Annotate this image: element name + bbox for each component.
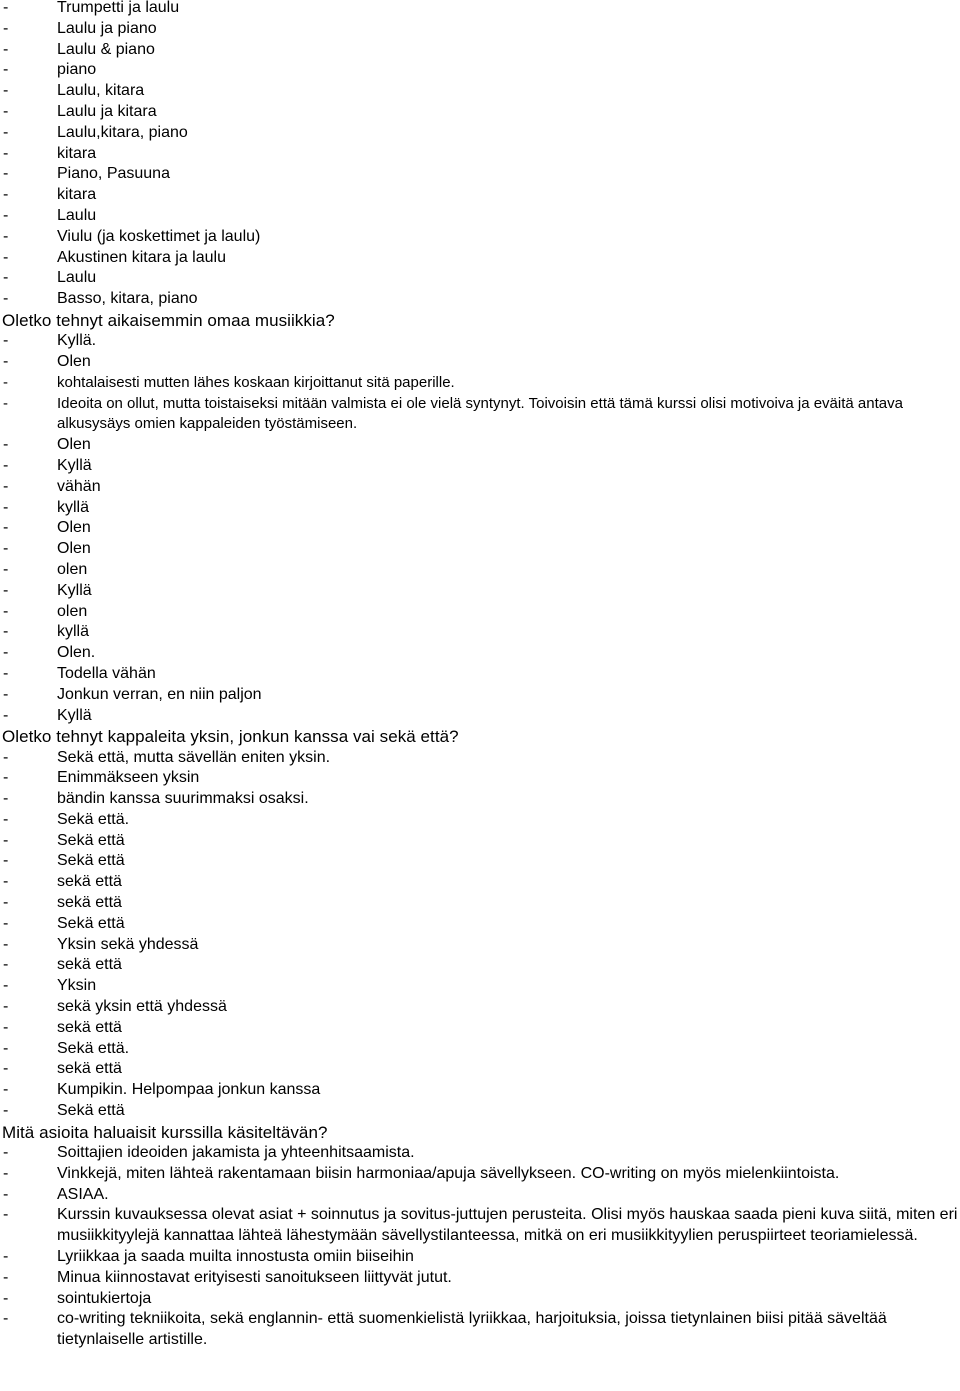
survey-section: [2, 310, 958, 726]
answer-list-item: [2, 748, 958, 769]
bullet-dash: -: [3, 1248, 9, 1266]
answer-text: Jonkun verran, en niin paljon: [57, 685, 262, 703]
answer-text: Kumpikin. Helpompaa jonkun kanssa: [57, 1081, 321, 1099]
answer-list-item: [2, 851, 958, 872]
bullet-dash: -: [3, 831, 9, 849]
answer-text: Sekä että: [57, 914, 125, 932]
answer-list-item: [2, 289, 958, 310]
bullet-dash: -: [3, 123, 9, 141]
answer-list-item: [2, 976, 958, 997]
answer-list-item: [2, 602, 958, 623]
answer-text: Lyriikkaa ja saada muilta innostusta omiin biiseihin: [57, 1248, 414, 1266]
bullet-dash: -: [3, 852, 9, 870]
bullet-dash: -: [3, 1310, 9, 1328]
bullet-dash: -: [3, 82, 9, 100]
bullet-dash: -: [3, 540, 9, 558]
answer-text: sekä että: [57, 894, 122, 912]
answer-list-item: [2, 706, 958, 727]
answer-text: bändin kanssa suurimmaksi osaksi.: [57, 790, 309, 808]
question-heading: Mitä asioita haluaisit kurssilla käsiteltävän?: [2, 1122, 328, 1142]
answer-text: Kurssin kuvauksessa olevat asiat + soinnutus ja sovitus-juttujen perusteita. Olisi myös hauskaa saada pieni kuva siitä, miten eri musiikkityylejä kannattaa lähteä lähestymään sävellystilanteessa, mitkä on eri musiikkityylien peruspiirteet teoriamielessä.: [57, 1206, 958, 1245]
answer-text: Yksin sekä yhdessä: [57, 935, 199, 953]
bullet-dash: -: [3, 790, 9, 808]
bullet-dash: -: [3, 935, 9, 953]
bullet-dash: -: [3, 227, 9, 245]
answer-list-item: [2, 1164, 958, 1185]
answer-list-item: [2, 498, 958, 519]
answer-text: Kyllä: [57, 706, 92, 724]
answer-list-item: [2, 102, 958, 123]
answer-list-item: [2, 560, 958, 581]
bullet-dash: -: [3, 165, 9, 183]
answer-list-item: [2, 185, 958, 206]
bullet-dash: -: [3, 914, 9, 932]
answer-text: Akustinen kitara ja laulu: [57, 248, 226, 266]
answer-text: sekä että: [57, 1018, 122, 1036]
bullet-dash: -: [3, 269, 9, 287]
answer-list-item: [2, 789, 958, 810]
answer-text: Enimmäkseen yksin: [57, 769, 200, 787]
answer-text: Ideoita on ollut, mutta toistaiseksi mitään valmista ei ole vielä syntynyt. Toivoisin että tämä kurssi olisi motivoiva ja eväitä antava alkusysäys omien kappaleiden työstämiseen.: [57, 394, 903, 433]
bullet-dash: -: [3, 602, 9, 620]
survey-document: [2, 0, 958, 1351]
answer-text: olen: [57, 602, 88, 620]
bullet-dash: -: [3, 1102, 9, 1120]
answer-text: Laulu, kitara: [57, 82, 145, 100]
answer-list-item: [2, 539, 958, 560]
bullet-dash: -: [3, 1289, 9, 1307]
bullet-dash: -: [3, 1018, 9, 1036]
bullet-dash: -: [3, 477, 9, 495]
answer-list-item: [2, 914, 958, 935]
bullet-dash: -: [3, 1081, 9, 1099]
bullet-dash: -: [3, 894, 9, 912]
answer-text: kitara: [57, 186, 97, 204]
answer-list-item: [2, 1247, 958, 1268]
bullet-dash: -: [3, 769, 9, 787]
answer-text: sointukiertoja: [57, 1289, 152, 1307]
answer-text: Soittajien ideoiden jakamista ja yhteenhitsaamista.: [57, 1144, 415, 1162]
answer-text: Sekä että, mutta sävellän eniten yksin.: [57, 748, 331, 766]
answer-text: Olen: [57, 352, 91, 370]
answer-text: Olen: [57, 436, 91, 454]
answer-list-item: [2, 768, 958, 789]
answer-text: sekä että: [57, 873, 122, 891]
answer-list-item: [2, 19, 958, 40]
answer-text: Laulu & piano: [57, 40, 155, 58]
answer-list-item: [2, 1039, 958, 1060]
answer-list-item: [2, 810, 958, 831]
question-heading: Oletko tehnyt kappaleita yksin, jonkun kanssa vai sekä että?: [2, 727, 459, 747]
answer-text: olen: [57, 560, 88, 578]
bullet-dash: -: [3, 706, 9, 724]
answer-list-item: [2, 0, 958, 19]
answer-text: Olen.: [57, 644, 96, 662]
answer-text: piano: [57, 61, 97, 79]
answer-list-item: [2, 60, 958, 81]
answer-text: Laulu: [57, 269, 97, 287]
survey-section: [2, 0, 958, 310]
answer-text: Olen: [57, 519, 91, 537]
answer-text: sekä yksin että yhdessä: [57, 998, 227, 1016]
bullet-dash: -: [3, 290, 9, 308]
bullet-dash: -: [3, 1144, 9, 1162]
answer-list-item: [2, 40, 958, 61]
bullet-dash: -: [3, 436, 9, 454]
bullet-dash: -: [3, 519, 9, 537]
answer-list-item: [2, 935, 958, 956]
bullet-dash: -: [3, 248, 9, 266]
answer-list-item: [2, 227, 958, 248]
answer-list-item: [2, 1080, 958, 1101]
answer-text: Viulu (ja koskettimet ja laulu): [57, 227, 261, 245]
question-heading: Oletko tehnyt aikaisemmin omaa musiikkia?: [2, 310, 335, 330]
bullet-dash: -: [3, 664, 9, 682]
bullet-dash: -: [3, 998, 9, 1016]
answer-list-item: [2, 435, 958, 456]
answer-list-item: [2, 144, 958, 165]
answer-list-item: [2, 331, 958, 352]
bullet-dash: -: [3, 394, 8, 412]
answer-text: Sekä että.: [57, 1039, 130, 1057]
bullet-dash: -: [3, 581, 9, 599]
answer-text: Todella vähän: [57, 664, 156, 682]
answer-text: kyllä: [57, 623, 90, 641]
bullet-dash: -: [3, 560, 9, 578]
answer-text: co-writing tekniikoita, sekä englannin- että suomenkielistä lyriikkaa, harjoituksia, joissa tietynlainen biisi pitää säveltää tietynlaiselle artistille.: [57, 1310, 887, 1349]
bullet-dash: -: [3, 144, 9, 162]
bullet-dash: -: [3, 685, 9, 703]
answer-list-item: [2, 997, 958, 1018]
bullet-dash: -: [3, 956, 9, 974]
bullet-dash: -: [3, 1060, 9, 1078]
bullet-dash: -: [3, 456, 9, 474]
answer-list-item: [2, 664, 958, 685]
bullet-dash: -: [3, 19, 9, 37]
answer-list-item: [2, 581, 958, 602]
answer-list-item: [2, 1185, 958, 1206]
answer-text: Basso, kitara, piano: [57, 290, 198, 308]
bullet-dash: -: [3, 186, 9, 204]
answer-list-item: [2, 1059, 958, 1080]
bullet-dash: -: [3, 977, 9, 995]
answer-text: Kyllä: [57, 581, 92, 599]
bullet-dash: -: [3, 0, 9, 16]
answer-list-item: [2, 123, 958, 144]
answer-list-item: [2, 1101, 958, 1122]
bullet-dash: -: [3, 61, 9, 79]
bullet-dash: -: [3, 332, 9, 350]
answer-text: Laulu ja piano: [57, 19, 157, 37]
answer-text: Sekä että: [57, 1102, 125, 1120]
answer-list-item: [2, 206, 958, 227]
answer-text: Laulu,kitara, piano: [57, 123, 188, 141]
bullet-dash: -: [3, 1206, 9, 1224]
answer-list-item: [2, 1143, 958, 1164]
answer-text: Yksin: [57, 977, 97, 995]
answer-text: Olen: [57, 540, 91, 558]
bullet-dash: -: [3, 644, 9, 662]
bullet-dash: -: [3, 623, 9, 641]
answer-list-item: [2, 955, 958, 976]
answer-text: Piano, Pasuuna: [57, 165, 170, 183]
answer-list-item: [2, 1018, 958, 1039]
answer-list-item: [2, 831, 958, 852]
answer-text: Laulu ja kitara: [57, 102, 157, 120]
bullet-dash: -: [3, 206, 9, 224]
bullet-dash: -: [3, 373, 8, 391]
bullet-dash: -: [3, 810, 9, 828]
answer-list-item: [2, 685, 958, 706]
bullet-dash: -: [3, 40, 9, 58]
answer-text: Minua kiinnostavat erityisesti sanoitukseen liittyvät jutut.: [57, 1268, 452, 1286]
bullet-dash: -: [3, 352, 9, 370]
answer-text: Trumpetti ja laulu: [57, 0, 180, 16]
answer-list-item: [2, 373, 958, 394]
answer-list-item: [2, 1289, 958, 1310]
answer-list-item: [2, 352, 958, 373]
bullet-dash: -: [3, 1164, 9, 1182]
bullet-dash: -: [3, 748, 9, 766]
survey-section: [2, 1122, 958, 1351]
answer-list-item: [2, 643, 958, 664]
survey-section: [2, 726, 958, 1122]
answer-list-item: [2, 394, 958, 436]
answer-list-item: [2, 81, 958, 102]
bullet-dash: -: [3, 1268, 9, 1286]
answer-text: Sekä että.: [57, 810, 130, 828]
answer-text: kitara: [57, 144, 97, 162]
answer-list-item: [2, 622, 958, 643]
answer-list-item: [2, 1309, 958, 1351]
answer-text: Laulu: [57, 206, 97, 224]
answer-text: sekä että: [57, 1060, 122, 1078]
answer-text: Kyllä: [57, 456, 92, 474]
answer-text: Kyllä.: [57, 332, 97, 350]
answer-list-item: [2, 248, 958, 269]
answer-text: Vinkkejä, miten lähteä rakentamaan biisin harmoniaa/apuja sävellykseen. CO-writing on myös mielenkiintoista.: [57, 1164, 840, 1182]
answer-list-item: [2, 1205, 958, 1247]
bullet-dash: -: [3, 1039, 9, 1057]
answer-list-item: [2, 518, 958, 539]
answer-list-item: [2, 164, 958, 185]
answer-list-item: [2, 268, 958, 289]
bullet-dash: -: [3, 102, 9, 120]
bullet-dash: -: [3, 498, 9, 516]
answer-text: sekä että: [57, 956, 122, 974]
answer-text: kyllä: [57, 498, 90, 516]
bullet-dash: -: [3, 873, 9, 891]
answer-text: ASIAA.: [57, 1185, 109, 1203]
answer-text: Sekä että: [57, 852, 125, 870]
answer-list-item: [2, 477, 958, 498]
answer-text: Sekä että: [57, 831, 125, 849]
answer-text: vähän: [57, 477, 101, 495]
answer-list-item: [2, 893, 958, 914]
answer-list-item: [2, 456, 958, 477]
answer-text: kohtalaisesti mutten lähes koskaan kirjoittanut sitä paperille.: [57, 373, 455, 391]
bullet-dash: -: [3, 1185, 9, 1203]
answer-list-item: [2, 872, 958, 893]
answer-list-item: [2, 1268, 958, 1289]
